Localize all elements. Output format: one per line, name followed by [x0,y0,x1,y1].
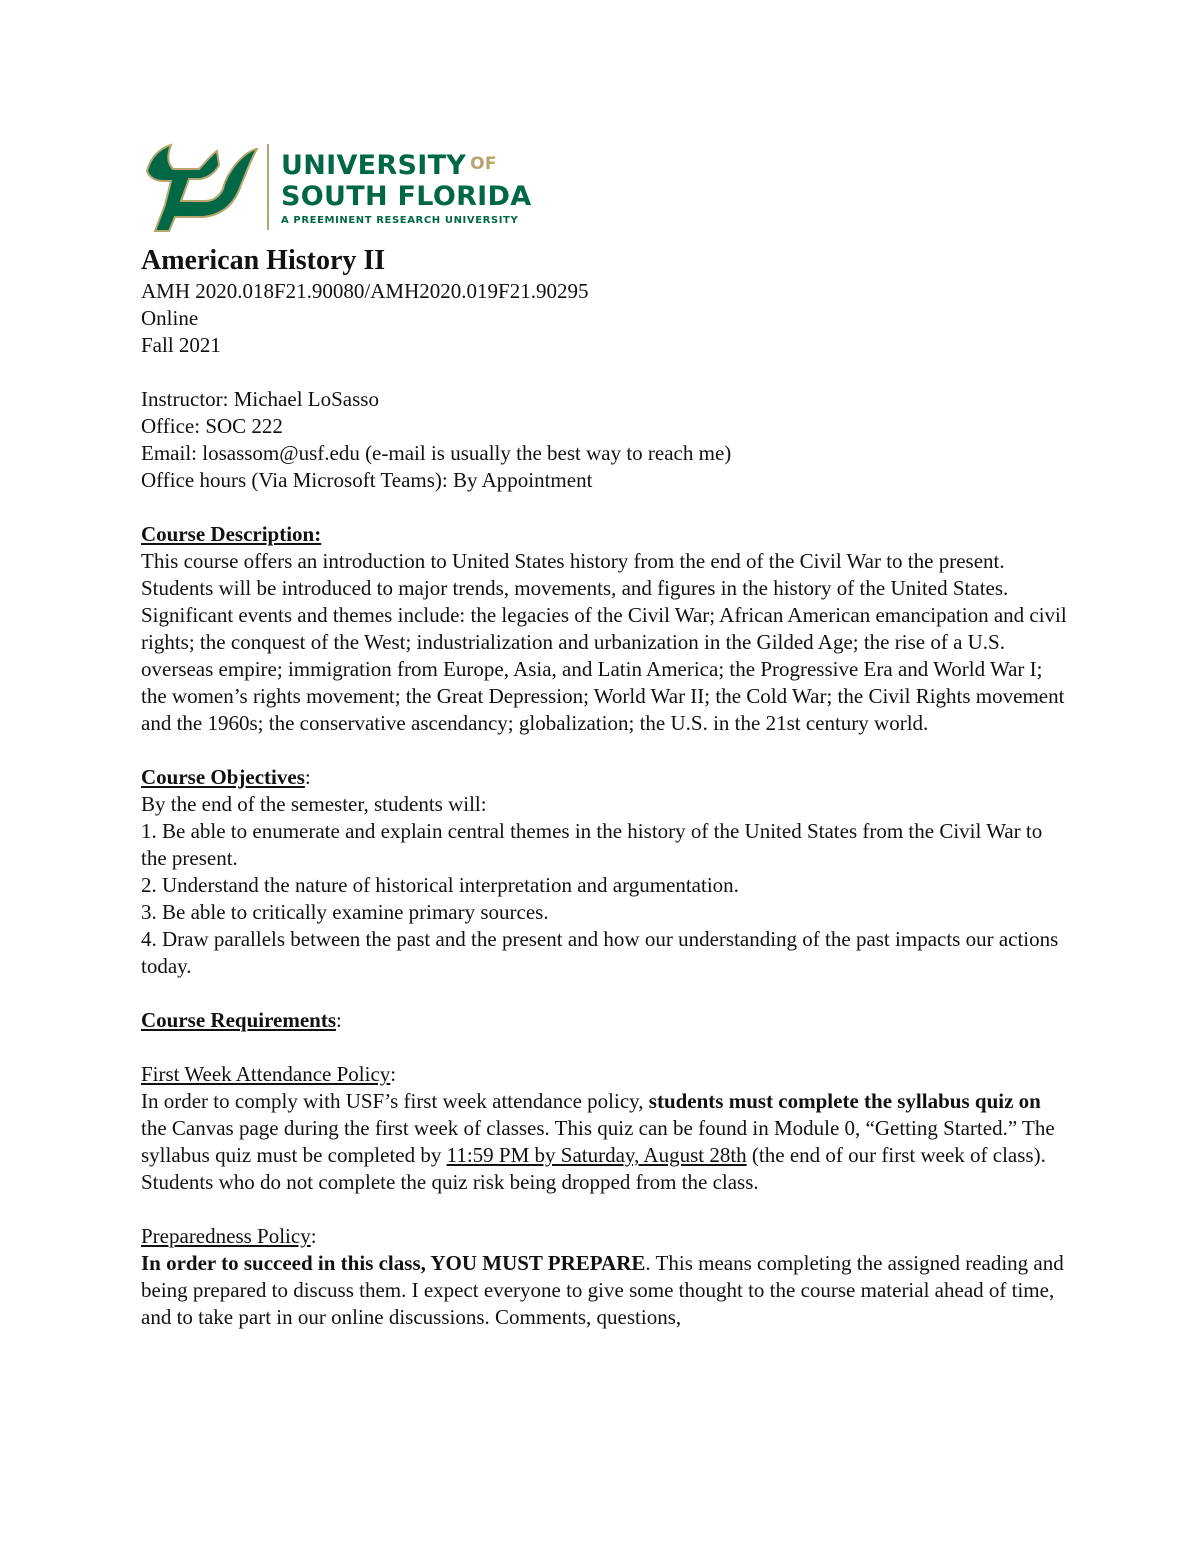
preparedness-colon: : [310,1224,317,1248]
description-heading: Course Description: [141,522,322,546]
requirements-heading-line [141,1007,1071,1034]
preparedness-bold: In order to succeed in this class, YOU MUST PREPARE [141,1251,646,1275]
course-title: American History II [141,245,386,276]
objectives-heading-line [141,764,1071,791]
attendance-heading: First Week Attendance Policy [141,1062,391,1086]
course-term: Fall 2021 [141,333,221,357]
attendance-text-3: (the end of our first week of class). Students who do not complete the quiz risk being dropped from the class. [141,1143,1046,1194]
attendance-body [141,1088,1071,1196]
instructor-office: Office: SOC 222 [141,414,283,438]
objectives-heading: Course Objectives [141,765,305,789]
objective-item: 4. Draw parallels between the past and the present and how our understanding of the past impacts our actions today. [141,927,1059,978]
objectives-colon: : [304,765,311,789]
course-mode: Online [141,306,199,330]
attendance-text-1: In order to comply with USF’s first week attendance policy, [141,1089,649,1113]
preparedness-heading-line [141,1223,1071,1250]
instructor-email: Email: losassom@usf.edu (e-mail is usually the best way to reach me) [141,441,732,465]
logo-tagline: A PREEMINENT RESEARCH UNIVERSITY [281,214,519,226]
logo-line2: SOUTH FLORIDA [281,180,532,212]
instructor-hours: Office hours (Via Microsoft Teams): By Appointment [141,468,593,492]
usf-logo [141,140,1071,234]
objective-item: 1. Be able to enumerate and explain central themes in the history of the United States from the Civil War to the present. [141,819,1043,870]
preparedness-text: . This means completing the assigned reading and being prepared to discuss them. I expect everyone to give some thought to the course material ahead of time, and to take part in our online discussions. Comments, questions, [141,1251,1064,1329]
description-body: This course offers an introduction to United States history from the end of the Civil War to the present. Students will be introduced to major trends, movements, and figures in the history of the United States. Significant events and themes include: the legacies of the Civil War; African American emancipation and civil rights; the conquest of the West; industrialization and urbanization in the Gilded Age; the rise of a U.S. overseas empire; immigration from Europe, Asia, and Latin America; the Progressive Era and World War I; the women’s rights movement; the Great Depression; World War II; the Cold War; the Civil Rights movement and the 1960s; the conservative ascendancy; globalization; the U.S. in the 21st century world. [141,549,1067,735]
requirements-colon: : [336,1008,342,1032]
attendance-bold: students must complete the syllabus quiz on [648,1089,1041,1113]
course-code: AMH 2020.018F21.90080/AMH2020.019F21.90295 [141,279,589,303]
logo-line1: UNIVERSITY [281,149,467,181]
attendance-text-2: the Canvas page during the first week of classes. This quiz can be found in Module 0, “Getting Started.” The syllabus quiz must be completed by [141,1116,1055,1167]
attendance-heading-line [141,1061,1071,1088]
logo-of: OF [470,153,497,174]
syllabus-page [141,140,1071,1331]
preparedness-body [141,1250,1071,1331]
attendance-deadline: 11:59 PM by Saturday, August 28th [446,1143,747,1167]
instructor-name: Instructor: Michael LoSasso [141,387,379,411]
logo-wordmark [281,149,531,226]
objective-item: 2. Understand the nature of historical interpretation and argumentation. [141,873,739,897]
requirements-heading: Course Requirements [141,1008,337,1032]
bull-horns-icon [141,141,259,233]
attendance-colon: : [390,1062,397,1086]
preparedness-heading: Preparedness Policy [141,1224,311,1248]
logo-divider [267,144,269,230]
objective-item: 3. Be able to critically examine primary sources. [141,900,549,924]
objectives-intro: By the end of the semester, students will: [141,792,487,816]
